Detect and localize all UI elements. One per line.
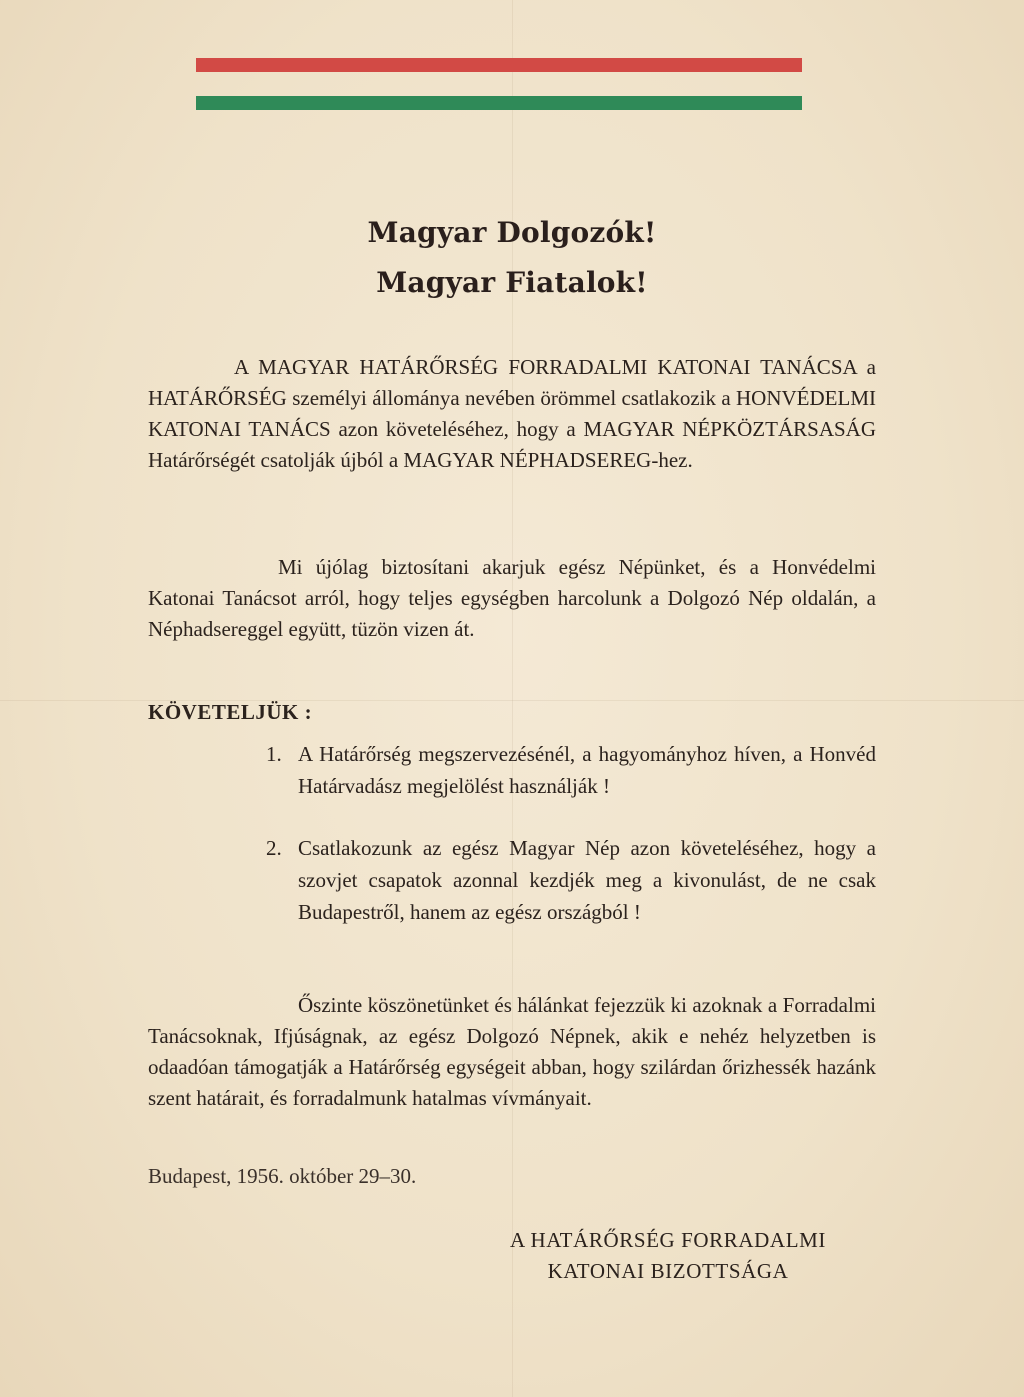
- assurance-paragraph: Mi újólag biztosítani akarjuk egész Népünket, és a Honvédelmi Katonai Tanácsot arról, hogy teljes egységben harcolunk a Dolgozó Nép oldalán, a Néphadsereggel együtt, tüzön vizen át.: [148, 555, 876, 641]
- demand-item: [266, 832, 876, 928]
- demand-text: A Határőrség megszervezésénél, a hagyományhoz híven, a Honvéd Határvadász megjelölést használják !: [298, 742, 876, 798]
- dateline: Budapest, 1956. október 29–30.: [148, 1164, 417, 1188]
- thanks-paragraph: Őszinte köszönetünket és hálánkat fejezzük ki azoknak a Forradalmi Tanácsoknak, Ifjúságnak, az egész Dolgozó Népnek, akik e nehéz helyzetben is odaadóan támogatják a Határőrség egységeit abban, hogy szilárdan őrizhessék hazánk szent határait, és forradalmunk hatalmas vívmányait.: [148, 993, 876, 1110]
- flag-stripe-red: [196, 58, 802, 72]
- signature-line-2: KATONAI BIZOTTSÁGA: [547, 1259, 789, 1283]
- flag-stripe-green: [196, 96, 802, 110]
- demand-number: 1.: [266, 742, 282, 766]
- demands-heading: KÖVETELJÜK :: [148, 700, 313, 724]
- demand-item: [266, 738, 876, 802]
- headline-workers: Magyar Dolgozók!: [367, 216, 657, 249]
- signature-line-1: A HATÁRŐRSÉG FORRADALMI: [509, 1228, 826, 1252]
- demand-number: 2.: [266, 836, 282, 860]
- intro-paragraph: A MAGYAR HATÁRŐRSÉG FORRADALMI KATONAI TANÁCSA a HATÁRŐRSÉG személyi állománya nevében örömmel csatlakozik a HONVÉDELMI KATONAI TANÁCS azon követeléséhez, hogy a MAGYAR NÉPKÖZTÁRSASÁG Határőrségét csatolják újból a MAGYAR NÉPHADSEREG-hez.: [148, 355, 876, 472]
- headline-youth: Magyar Fiatalok!: [376, 266, 648, 299]
- demand-text: Csatlakozunk az egész Magyar Nép azon követeléséhez, hogy a szovjet csapatok azonnal kezdjék meg a kivonulást, de ne csak Budapestről, hanem az egész országból !: [298, 836, 876, 924]
- fold-line-vertical: [512, 0, 513, 1397]
